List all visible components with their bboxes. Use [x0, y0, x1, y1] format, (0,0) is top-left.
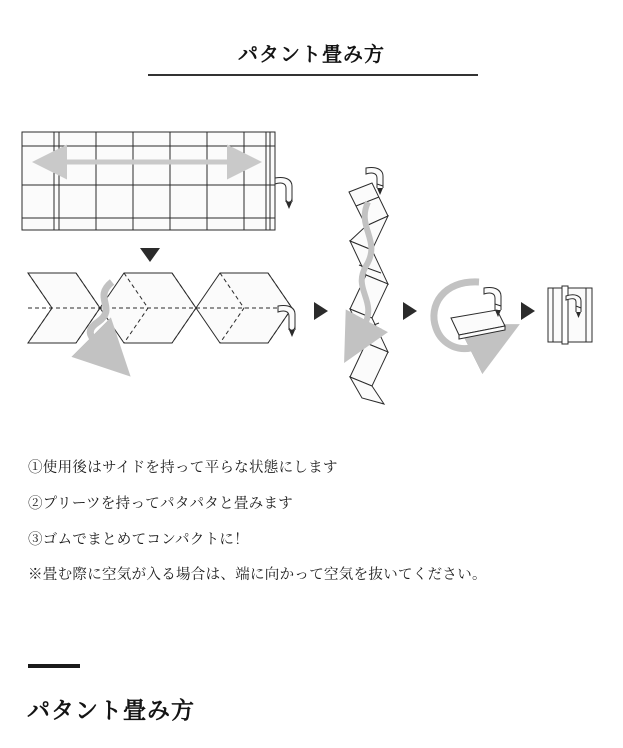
instruction-item-1: ①使用後はサイドを持って平らな状態にします [28, 460, 338, 476]
footer-title: パタント畳み方 [27, 697, 195, 723]
footer-rule [28, 664, 80, 668]
step-banded-compact [548, 286, 592, 344]
step-folded-square [434, 282, 505, 349]
page-title: パタント畳み方 [238, 44, 385, 66]
step-flat-panel [22, 132, 292, 230]
elastic-band-icon [275, 177, 292, 209]
instruction-list [28, 458, 598, 601]
step-folded-accordion [349, 167, 388, 404]
step-pleated-panel [28, 273, 295, 343]
instruction-item-2: ②プリーツを持ってパタパタと畳みます [28, 495, 294, 512]
instruction-note: ※畳む際に空気が入る場合は、端に向かって空気を抜いてください。 [28, 567, 487, 584]
down-arrow-icon [140, 248, 160, 262]
title-underline-rule [148, 74, 478, 76]
right-arrow-icon-2 [403, 302, 417, 320]
right-arrow-icon-3 [521, 302, 535, 320]
right-arrow-icon-1 [314, 302, 328, 320]
diagram-svg-holder [0, 110, 623, 430]
folding-diagram [0, 110, 623, 430]
instruction-item-3: ③ゴムでまとめてコンパクトに！ [28, 531, 249, 548]
